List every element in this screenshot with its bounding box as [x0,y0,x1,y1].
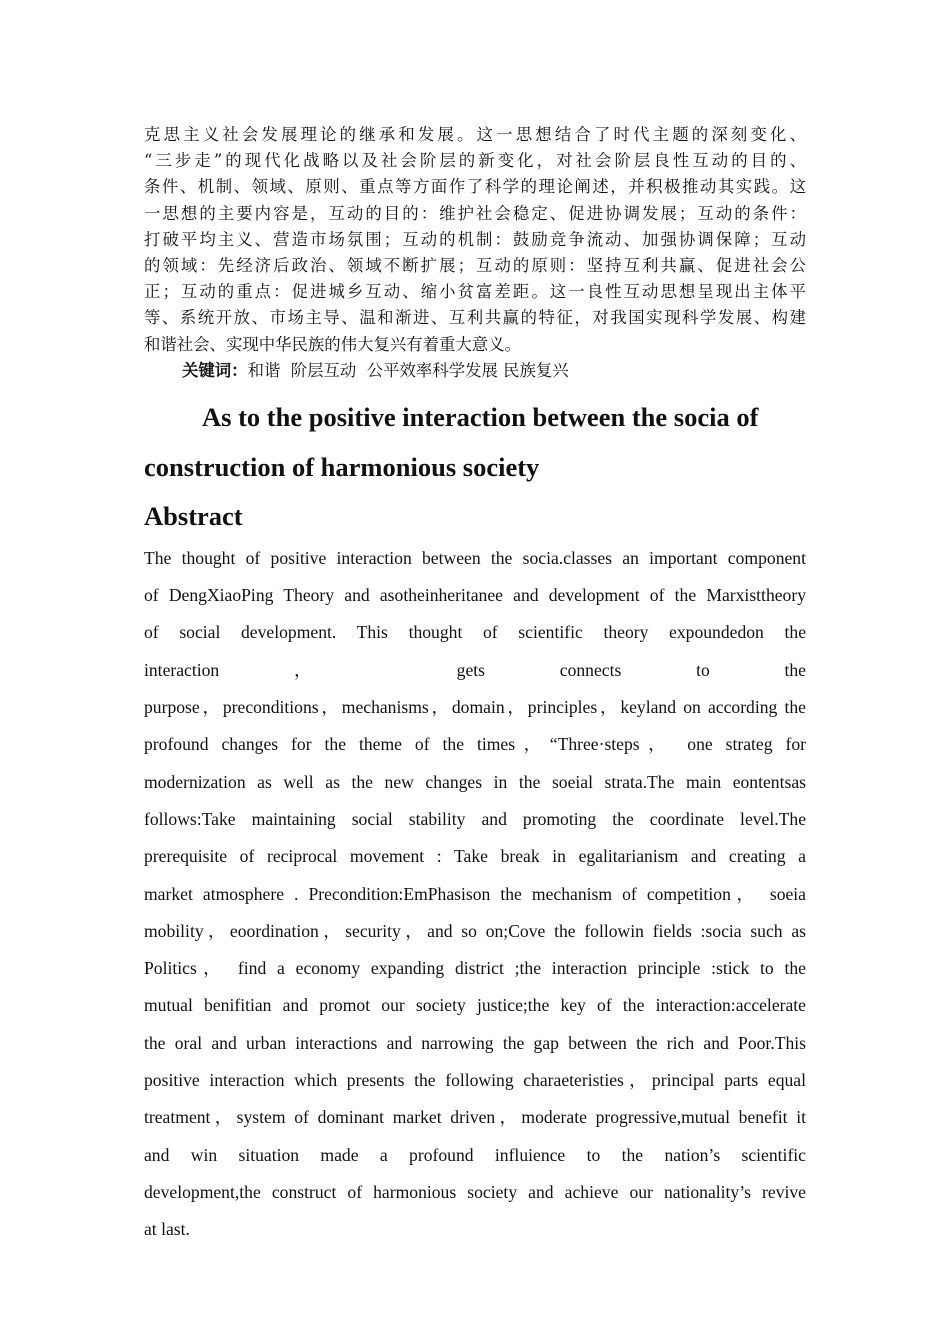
english-abstract-line: prerequisite of reciprocal movement : Take break in egalitarianism and creating a [144,846,806,867]
english-abstract-line: and win situation made a profound influience to the nation’s scientific [144,1144,806,1165]
english-abstract-line: the oral and urban interactions and narrowing the gap between the rich and Poor.This [144,1032,806,1053]
english-abstract-line: mutual benifitian and promot our society justice;the key of the interaction:accelerate [144,995,806,1016]
english-abstract-line: treatment，system of dominant market driven，moderate progressive,mutual benefit it [144,1107,806,1128]
chinese-abstract-line: 正；互动的重点：促进城乡互动、缩小贫富差距。这一良性互动思想呈现出主体平 [144,282,806,302]
chinese-abstract-line: 等、系统开放、市场主导、温和渐进、互利共赢的特征，对我国实现科学发展、构建 [144,308,806,328]
keywords-label: 关键词： [182,360,248,380]
chinese-abstract-line: “三步走”的现代化战略以及社会阶层的新变化，对社会阶层良性互动的目的、 [144,151,806,171]
keywords-text: 和谐 阶层互动 公平效率科学发展 民族复兴 [247,360,569,380]
english-abstract-line: interaction ， gets connects to the [144,659,806,680]
english-abstract-line: purpose，preconditions，mechanisms，domain，principles，keyland on according the [144,697,806,718]
chinese-abstract-line: 和谐社会、实现中华民族的伟大复兴有着重大意义。 [144,334,521,354]
english-title [144,392,806,492]
english-abstract-line: modernization as well as the new changes in the soeial strata.The main eontentsas [144,771,806,792]
english-abstract [144,540,806,1249]
abstract-heading: Abstract [144,500,243,531]
english-abstract-line: of DengXiaoPing Theory and asotheinheritanee and development of the Marxisttheory [144,585,806,606]
english-abstract-line: development,the construct of harmonious society and achieve our nationality’s revive [144,1181,806,1202]
english-abstract-line: positive interaction which presents the following charaeteristies，principal parts equal [144,1069,806,1090]
english-abstract-line: mobility，eoordination，security，and so on;Cove the followin fields :socia such as [144,920,806,941]
english-title-line: As to the positive interaction between the socia of [202,401,759,432]
english-abstract-line: of social development. This thought of scientific theory expoundedon the [144,622,806,643]
keywords [144,358,806,384]
chinese-abstract-line: 打破平均主义、营造市场氛围；互动的机制：鼓励竞争流动、加强协调保障；互动 [144,229,806,249]
chinese-abstract-line: 的领域：先经济后政治、领域不断扩展；互动的原则：坚持互利共赢、促进社会公 [144,256,806,276]
english-abstract-line: market atmosphere . Precondition:EmPhasison the mechanism of competition， soeia [144,883,806,904]
chinese-abstract-line: 一思想的主要内容是，互动的目的：维护社会稳定、促进协调发展；互动的条件： [144,203,806,223]
english-abstract-line: at last. [144,1219,190,1240]
english-abstract-line: follows:Take maintaining social stability and promoting the coordinate level.The [144,808,806,829]
english-abstract-line: profound changes for the theme of the times，“Three·steps， one strateg for [144,734,806,755]
english-abstract-line: The thought of positive interaction between the socia.classes an important component [144,547,806,568]
chinese-abstract-line: 克思主义社会发展理论的继承和发展。这一思想结合了时代主题的深刻变化、 [144,125,806,144]
english-abstract-line: Politics， find a economy expanding district ;the interaction principle :stick to the [144,958,806,979]
chinese-abstract-line: 条件、机制、领域、原则、重点等方面作了科学的理论阐述，并积极推动其实践。这 [144,177,806,197]
chinese-abstract [144,122,806,358]
english-title-line: construction of harmonious society [144,451,540,482]
page-content [144,122,806,1248]
